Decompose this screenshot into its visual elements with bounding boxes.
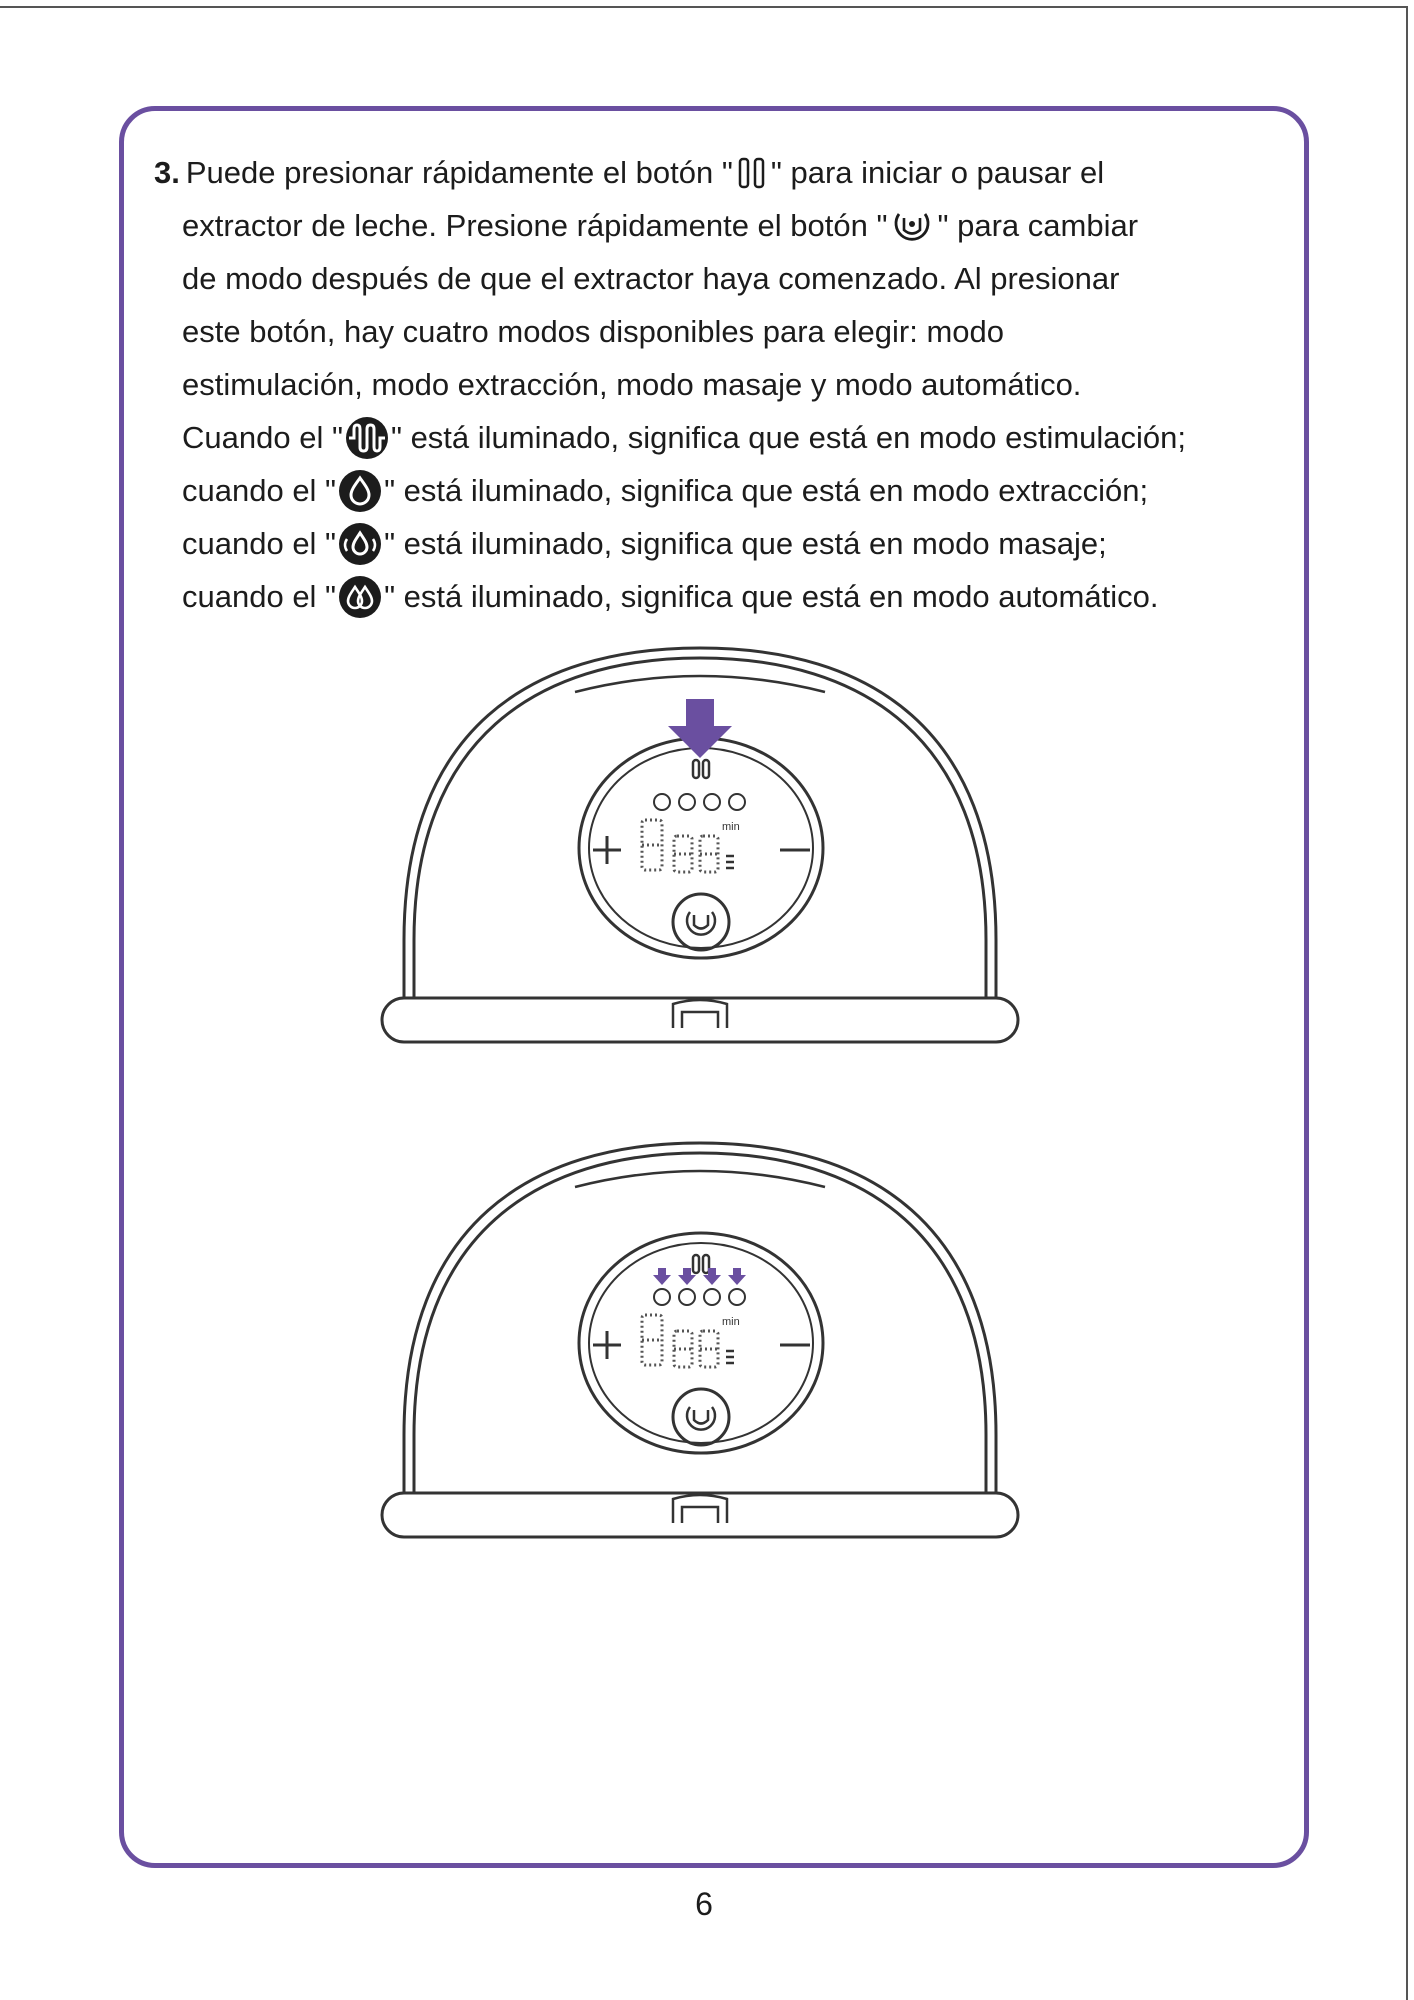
min-unit-label: min — [722, 821, 740, 833]
page-number: 6 — [695, 1886, 713, 1922]
control-panel — [579, 738, 823, 958]
text-fragment: " está iluminado, significa que está en modo masaje; — [384, 526, 1107, 561]
massage-mode-icon — [338, 522, 382, 566]
text-fragment: Cuando el " — [182, 420, 343, 455]
text-fragment: extractor de leche. Presione rápidamente el botón " — [182, 208, 888, 243]
instruction-line — [154, 305, 1314, 358]
step-number: 3. — [154, 155, 180, 190]
min-unit-label: min — [722, 1316, 740, 1328]
text-fragment: este botón, hay cuatro modos disponibles para elegir: modo — [182, 314, 1004, 349]
text-fragment: " está iluminado, significa que está en modo automático. — [384, 579, 1159, 614]
text-fragment: " está iluminado, significa que está en modo estimulación; — [390, 420, 1187, 455]
device-illustration-pause — [370, 640, 1030, 1050]
instruction-line — [154, 464, 1314, 517]
text-fragment: " para iniciar o pausar el — [770, 155, 1105, 190]
page-edge-top — [0, 6, 1408, 8]
text-fragment: " para cambiar — [937, 208, 1139, 243]
text-fragment: cuando el " — [182, 473, 337, 508]
page-edge-right — [1406, 6, 1408, 2000]
instruction-line — [154, 146, 1314, 199]
pause-icon — [735, 156, 769, 190]
text-fragment: Puede presionar rápidamente el botón " — [185, 155, 733, 190]
instruction-line — [154, 570, 1314, 623]
text-fragment: cuando el " — [182, 526, 337, 561]
instruction-line — [154, 517, 1314, 570]
text-fragment: cuando el " — [182, 579, 337, 614]
device-illustration-modes — [370, 1135, 1030, 1545]
instruction-line — [154, 358, 1314, 411]
automatic-mode-icon — [338, 575, 382, 619]
instruction-text — [154, 146, 1314, 623]
control-panel — [579, 1233, 823, 1453]
text-fragment: estimulación, modo extracción, modo masaje y modo automático. — [182, 367, 1082, 402]
text-fragment: " está iluminado, significa que está en modo extracción; — [384, 473, 1149, 508]
extraction-mode-icon — [338, 469, 382, 513]
instruction-line — [154, 252, 1314, 305]
stimulation-mode-icon — [345, 416, 389, 460]
text-fragment: de modo después de que el extractor haya comenzado. Al presionar — [182, 261, 1120, 296]
mode-button-icon — [889, 206, 935, 246]
instruction-line — [154, 199, 1314, 252]
instruction-line — [154, 411, 1314, 464]
